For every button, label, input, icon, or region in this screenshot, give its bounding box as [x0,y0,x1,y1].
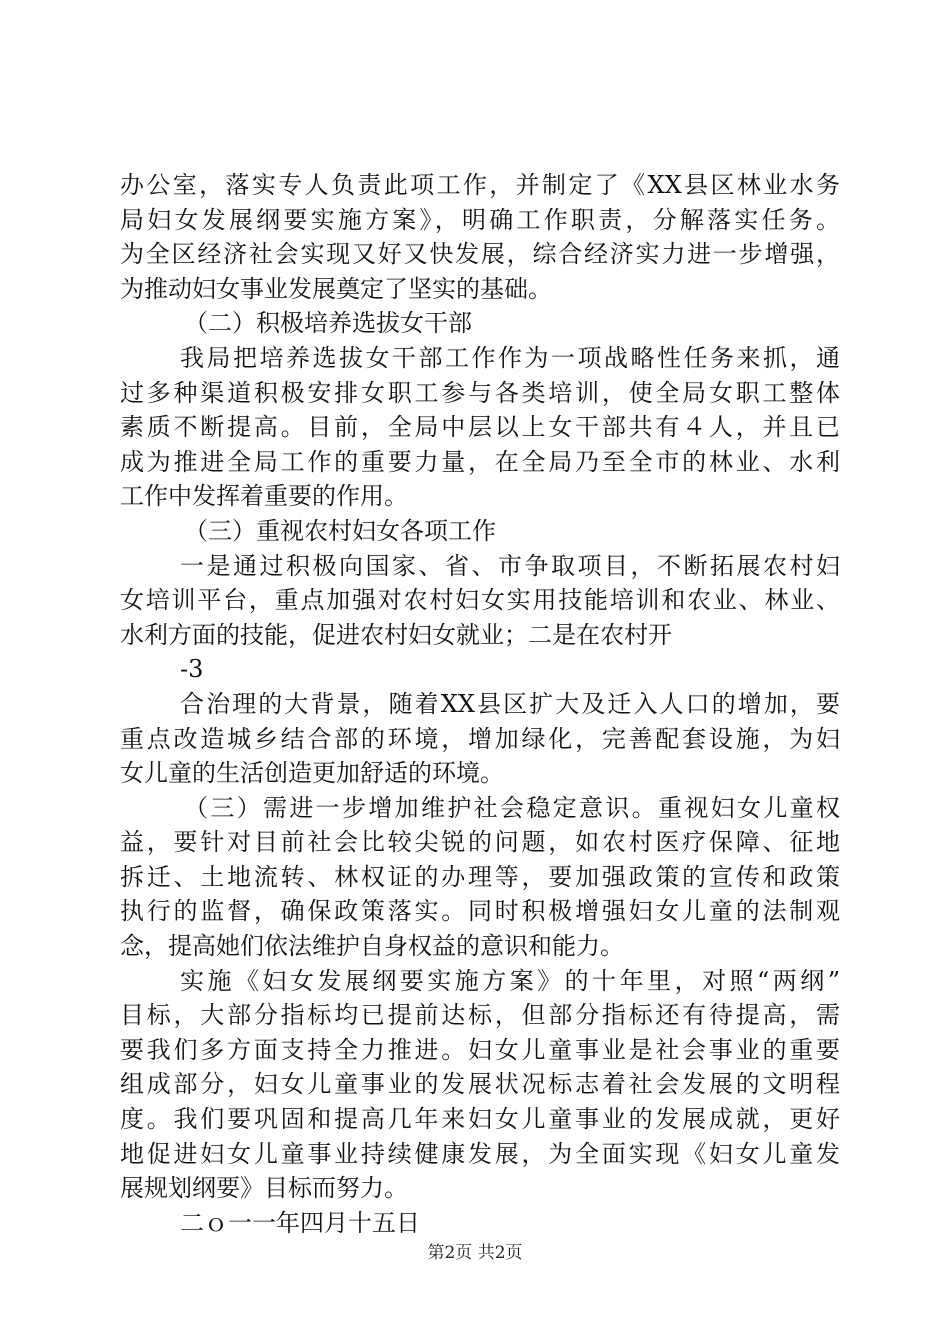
text-line: 一是通过积极向国家、省、市争取项目，不断拓展农村妇 [180,551,840,580]
text-line: 局妇女发展纲要实施方案》，明确工作职责，分解落实任务。 [120,205,840,234]
text-line: 执行的监督，确保政策落实。同时积极增强妇女儿童的法制观 [120,897,840,926]
section-heading: （二）积极培养选拔女干部 [184,309,472,338]
text-line: 办公室，落实专人负责此项工作，并制定了《XX县区林业水务 [120,171,840,199]
text-line: 要我们多方面支持全力推进。妇女儿童事业是社会事业的重要 [120,1035,840,1064]
text-line: 目标，大部分指标均已提前达标，但部分指标还有待提高，需 [120,1001,840,1030]
text-line: 合治理的大背景，随着XX县区扩大及迁入人口的增加，要 [180,689,840,718]
text-line: 组成部分，妇女儿童事业的发展状况标志着社会发展的文明程 [120,1070,840,1099]
section-heading: （三）重视农村妇女各项工作 [184,516,496,545]
text-line: 工作中发挥着重要的作用。 [120,482,408,511]
text-line: 素质不断提高。目前，全局中层以上女干部共有４人，并且已 [120,413,840,442]
text-line: 女儿童的生活创造更加舒适的环境。 [120,759,504,788]
page-marker: -3 [180,655,204,684]
text-line: 重点改造城乡结合部的环境，增加绿化，完善配套设施，为妇 [120,724,840,753]
text-line: 度。我们要巩固和提高几年来妇女儿童事业的发展成就，更好 [120,1105,840,1134]
page-footer: 第2页 共2页 [427,1243,523,1263]
text-line: 实施《妇女发展纲要实施方案》的十年里，对照“两纲” [180,966,840,995]
text-line: 过多种渠道积极安排女职工参与各类培训，使全局女职工整体 [120,378,840,407]
text-line: 拆迁、土地流转、林权证的办理等，要加强政策的宣传和政策 [120,862,840,891]
text-line: 女培训平台，重点加强对农村妇女实用技能培训和农业、林业、 [120,586,840,615]
text-line: 我局把培养选拔女干部工作作为一项战略性任务来抓，通 [180,343,840,372]
text-line: 为推动妇女事业发展奠定了坚实的基础。 [120,274,552,303]
text-line: 益，要针对目前社会比较尖锐的问题，如农村医疗保障、征地 [120,828,840,857]
text-line: 为全区经济社会实现又好又快发展，综合经济实力进一步增强， [120,240,840,269]
document-body [120,168,840,1240]
text-line: 念，提高她们依法维护自身权益的意识和能力。 [120,932,624,961]
date-line: 二ｏ一一年四月十五日 [180,1208,420,1237]
text-line: 成为推进全局工作的重要力量，在全局乃至全市的林业、水利 [120,447,840,476]
text-line: 展规划纲要》目标而努力。 [120,1174,408,1203]
text-line: 水利方面的技能，促进农村妇女就业；二是在农村开 [120,620,672,649]
text-line: （三）需进一步增加维护社会稳定意识。重视妇女儿童权 [184,793,840,822]
text-line: 地促进妇女儿童事业持续健康发展，为全面实现《妇女儿童发 [120,1139,840,1168]
